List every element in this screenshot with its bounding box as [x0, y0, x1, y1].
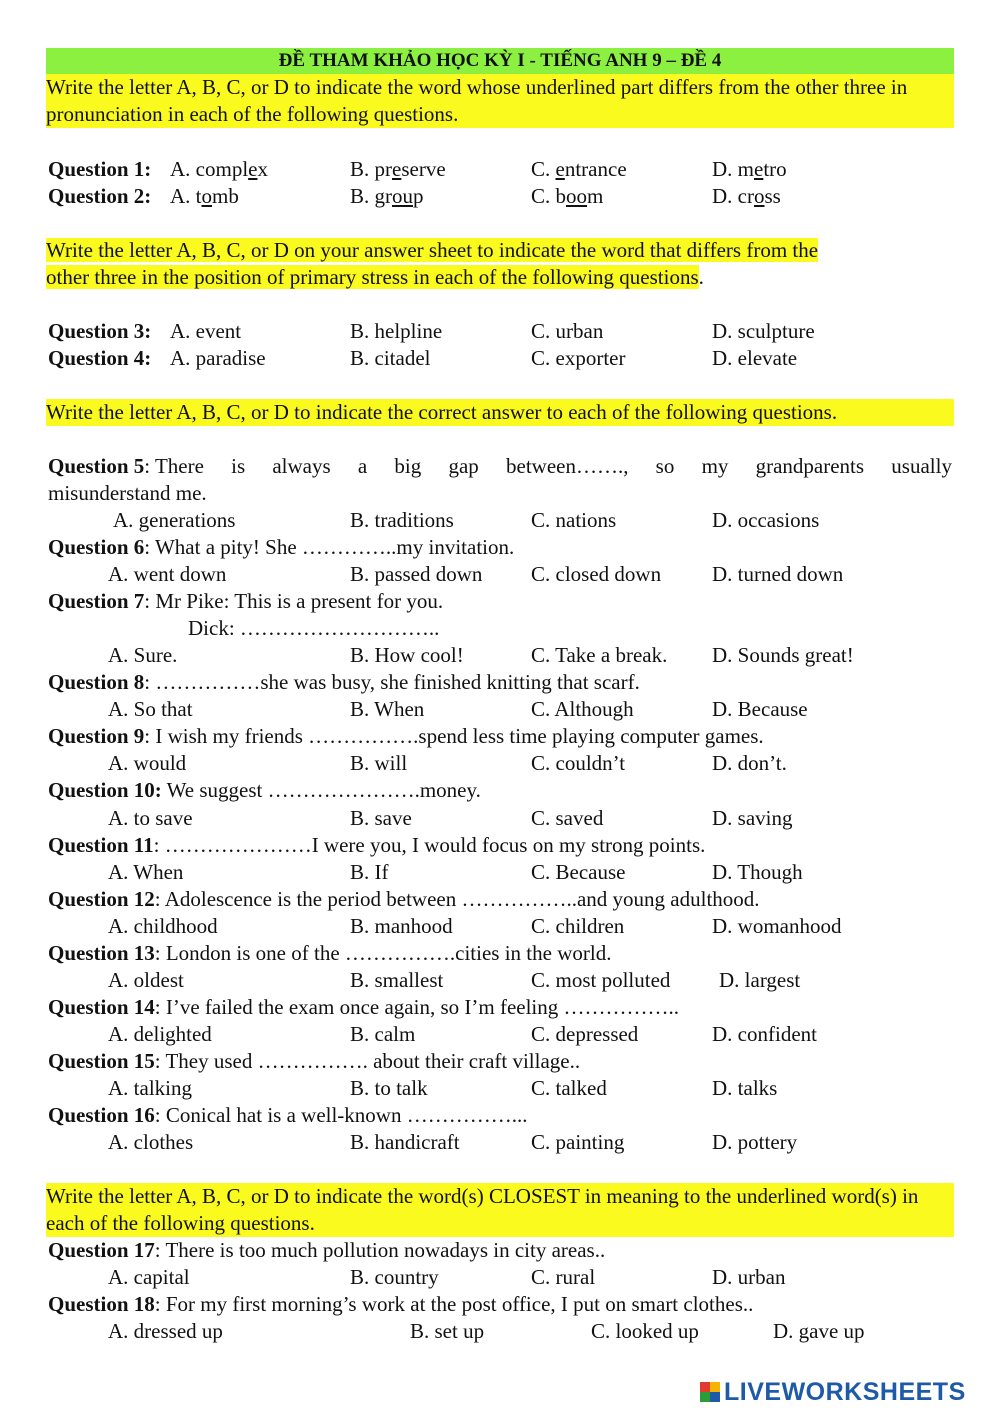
liveworksheets-logo-icon	[700, 1382, 720, 1402]
question-15: Question 15: They used ……………. about their craft village..	[48, 1049, 581, 1073]
q13-option-c[interactable]: C. most polluted	[531, 968, 671, 992]
q10-option-c[interactable]: C. saved	[531, 806, 604, 830]
question-5: Question 5: There is always a big gap between……., so my grandparents usually	[48, 454, 952, 478]
q8-option-b[interactable]: B. When	[350, 697, 425, 721]
question-label: Question 15	[48, 1049, 155, 1073]
q6-option-a[interactable]: A. went down	[108, 562, 227, 586]
q15-option-c[interactable]: C. talked	[531, 1076, 607, 1100]
q4-option-d[interactable]: D. elevate	[712, 346, 798, 370]
q8-option-d[interactable]: D. Because	[712, 697, 808, 721]
q9-option-b[interactable]: B. will	[350, 751, 408, 775]
q5-option-c[interactable]: C. nations	[531, 508, 617, 532]
q15-option-b[interactable]: B. to talk	[350, 1076, 428, 1100]
q7-option-a[interactable]: A. Sure.	[108, 643, 178, 667]
q3-option-d[interactable]: D. sculpture	[712, 319, 815, 343]
question-label: Question 3:	[48, 319, 152, 343]
instruction-closest-meaning: Write the letter A, B, C, or D to indicate the word(s) CLOSEST in meaning to the underlined word(s) in each of the following questions.	[46, 1183, 954, 1237]
q5-option-d[interactable]: D. occasions	[712, 508, 820, 532]
question-12: Question 12: Adolescence is the period between ……………..and young adulthood.	[48, 887, 760, 911]
q1-option-c[interactable]: C. entrance	[531, 157, 627, 181]
liveworksheets-logo	[700, 1378, 966, 1406]
q4-option-a[interactable]: A. paradise	[170, 346, 266, 370]
q11-option-a[interactable]: A. When	[108, 860, 184, 884]
q2-option-d[interactable]: D. cross	[712, 184, 781, 208]
question-18: Question 18: For my first morning’s work at the post office, I put on smart clothes..	[48, 1292, 754, 1316]
liveworksheets-logo-text: LIVEWORKSHEETS	[724, 1377, 966, 1406]
question-label: Question 11	[48, 833, 154, 857]
q2-option-c[interactable]: C. boom	[531, 184, 604, 208]
q17-option-c[interactable]: C. rural	[531, 1265, 596, 1289]
q10-option-b[interactable]: B. save	[350, 806, 412, 830]
question-2	[48, 183, 151, 210]
instruction-stress-line1: Write the letter A, B, C, or D on your answer sheet to indicate the word that differs from the	[46, 238, 819, 262]
q16-option-c[interactable]: C. painting	[531, 1130, 625, 1154]
question-7-dialogue: Dick: ………………………..	[188, 616, 440, 640]
question-6: Question 6: What a pity! She …………..my invitation.	[48, 535, 515, 559]
q11-option-c[interactable]: C. Because	[531, 860, 626, 884]
q15-option-d[interactable]: D. talks	[712, 1076, 778, 1100]
worksheet-title: ĐỀ THAM KHẢO HỌC KỲ I - TIẾNG ANH 9 – ĐỀ 4	[46, 48, 954, 74]
question-label: Question 14	[48, 995, 155, 1019]
q7-option-c[interactable]: C. Take a break.	[531, 643, 668, 667]
q2-option-a[interactable]: A. tomb	[170, 184, 239, 208]
instruction-correct-answer: Write the letter A, B, C, or D to indicate the correct answer to each of the following questions.	[46, 399, 954, 426]
q4-option-b[interactable]: B. citadel	[350, 346, 431, 370]
q16-option-a[interactable]: A. clothes	[108, 1130, 194, 1154]
question-label: Question 6	[48, 535, 145, 559]
q4-option-c[interactable]: C. exporter	[531, 346, 626, 370]
q14-option-d[interactable]: D. confident	[712, 1022, 817, 1046]
q12-option-a[interactable]: A. childhood	[108, 914, 218, 938]
question-13: Question 13: London is one of the …………….cities in the world.	[48, 941, 612, 965]
q6-option-c[interactable]: C. closed down	[531, 562, 662, 586]
q15-option-a[interactable]: A. talking	[108, 1076, 192, 1100]
q3-option-b[interactable]: B. helpline	[350, 319, 443, 343]
q7-option-d[interactable]: D. Sounds great!	[712, 643, 854, 667]
q14-option-b[interactable]: B. calm	[350, 1022, 416, 1046]
question-label: Question 2:	[48, 184, 152, 208]
q14-option-a[interactable]: A. delighted	[108, 1022, 212, 1046]
q1-option-b[interactable]: B. preserve	[350, 157, 446, 181]
q3-option-c[interactable]: C. urban	[531, 319, 604, 343]
q10-option-a[interactable]: A. to save	[108, 806, 193, 830]
q9-option-c[interactable]: C. couldn’t	[531, 751, 626, 775]
q12-option-c[interactable]: C. children	[531, 914, 625, 938]
question-label: Question 10:	[48, 778, 162, 802]
q12-option-b[interactable]: B. manhood	[350, 914, 453, 938]
question-label: Question 5	[48, 454, 145, 478]
q14-option-c[interactable]: C. depressed	[531, 1022, 639, 1046]
q17-option-b[interactable]: B. country	[350, 1265, 439, 1289]
q10-option-d[interactable]: D. saving	[712, 806, 793, 830]
q5-option-b[interactable]: B. traditions	[350, 508, 454, 532]
q13-option-d[interactable]: D. largest	[719, 968, 801, 992]
question-16: Question 16: Conical hat is a well-known ……………...	[48, 1103, 528, 1127]
question-label: Question 17	[48, 1238, 155, 1262]
question-label: Question 13	[48, 941, 155, 965]
question-label: Question 12	[48, 887, 155, 911]
question-label: Question 4:	[48, 346, 152, 370]
q6-option-d[interactable]: D. turned down	[712, 562, 844, 586]
question-8: Question 8: ……………she was busy, she finished knitting that scarf.	[48, 670, 640, 694]
question-1	[48, 156, 151, 183]
question-4	[48, 345, 151, 372]
q2-option-b[interactable]: B. group	[350, 184, 424, 208]
question-label: Question 7	[48, 589, 145, 613]
question-label: Question 9	[48, 724, 145, 748]
q18-option-b[interactable]: B. set up	[410, 1319, 485, 1343]
question-label: Question 1:	[48, 157, 152, 181]
q8-option-a[interactable]: A. So that	[108, 697, 193, 721]
question-9: Question 9: I wish my friends …………….spend less time playing computer games.	[48, 724, 764, 748]
question-3	[48, 318, 151, 345]
q16-option-b[interactable]: B. handicraft	[350, 1130, 460, 1154]
q11-option-d[interactable]: D. Though	[712, 860, 803, 884]
q17-option-a[interactable]: A. capital	[108, 1265, 190, 1289]
q12-option-d[interactable]: D. womanhood	[712, 914, 842, 938]
q11-option-b[interactable]: B. If	[350, 860, 389, 884]
question-label: Question 16	[48, 1103, 155, 1127]
question-5-stem-cont: misunderstand me.	[48, 481, 207, 505]
instruction-stress-line2: other three in the position of primary stress in each of the following questions	[46, 265, 699, 289]
q8-option-c[interactable]: C. Although	[531, 697, 634, 721]
question-17: Question 17: There is too much pollution nowadays in city areas..	[48, 1238, 606, 1262]
q18-option-d[interactable]: D. gave up	[773, 1319, 865, 1343]
q13-option-b[interactable]: B. smallest	[350, 968, 444, 992]
q7-option-b[interactable]: B. How cool!	[350, 643, 464, 667]
instruction-pronunciation: Write the letter A, B, C, or D to indicate the word whose underlined part differs from the other three in pronunciation in each of the following questions.	[46, 74, 954, 128]
question-label: Question 8	[48, 670, 145, 694]
q3-option-a[interactable]: A. event	[170, 319, 242, 343]
question-10: Question 10: We suggest ………………….money.	[48, 778, 481, 802]
q18-option-c[interactable]: C. looked up	[591, 1319, 699, 1343]
question-7: Question 7: Mr Pike: This is a present for you.	[48, 589, 444, 613]
q6-option-b[interactable]: B. passed down	[350, 562, 483, 586]
q17-option-d[interactable]: D. urban	[712, 1265, 786, 1289]
q16-option-d[interactable]: D. pottery	[712, 1130, 798, 1154]
question-11: Question 11: …………………I were you, I would focus on my strong points.	[48, 833, 706, 857]
q18-option-a[interactable]: A. dressed up	[108, 1319, 223, 1343]
question-14: Question 14: I’ve failed the exam once again, so I’m feeling ……………..	[48, 995, 680, 1019]
q5-option-a[interactable]: A. generations	[113, 508, 236, 532]
instruction-stress	[46, 237, 954, 291]
instruction-stress-period: .	[698, 265, 704, 289]
q13-option-a[interactable]: A. oldest	[108, 968, 184, 992]
q9-option-a[interactable]: A. would	[108, 751, 187, 775]
question-label: Question 18	[48, 1292, 155, 1316]
q1-option-d[interactable]: D. metro	[712, 157, 787, 181]
q9-option-d[interactable]: D. don’t.	[712, 751, 787, 775]
q1-option-a[interactable]: A. complex	[170, 157, 268, 181]
